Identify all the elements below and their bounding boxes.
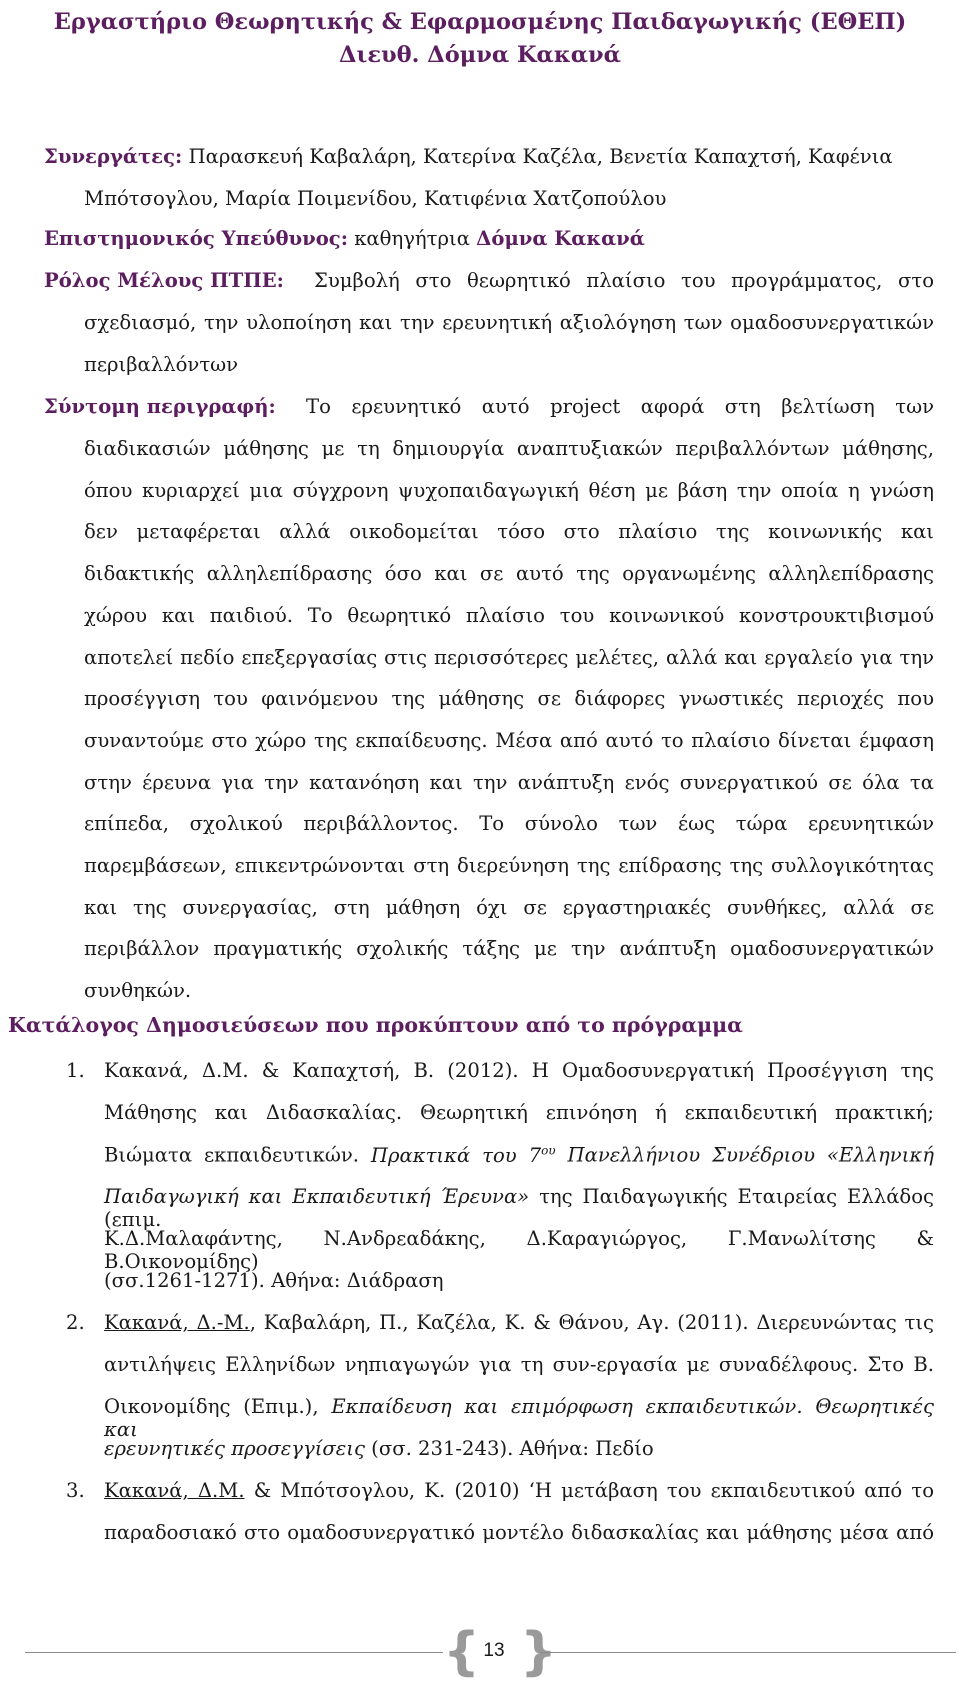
header-director: Διευθ. Δόμνα Κακανά	[339, 42, 621, 68]
pub-3-author: Κακανά, Δ.Μ.	[104, 1479, 245, 1502]
pub-1-number: 1.	[66, 1059, 85, 1082]
pub-2-line-3	[104, 1395, 934, 1441]
page-header	[0, 6, 960, 72]
collaborators-label: Συνεργάτες:	[44, 145, 183, 168]
pub-2-line-3b: Εκπαίδευση και επιμόρφωση εκπαιδευτικών. Θεωρητικές και	[104, 1395, 935, 1441]
pub-1-line-3	[104, 1143, 934, 1167]
pub-1-line-3b	[371, 1144, 556, 1167]
pub-2-line-4b: (σσ. 231-243). Αθήνα: Πεδίο	[371, 1437, 654, 1460]
pub-2-number: 2.	[66, 1311, 85, 1334]
pub-1-ordinal: ου	[541, 1143, 556, 1157]
description-line: όπου κυριαρχεί μια σύγχρονη ψυχοπαιδαγωγική θέση με βάση την οποία η γνώση	[84, 479, 934, 502]
description-line: στην έρευνα για την κατανόηση και την ανάπτυξη ενός συνεργατικού σε όλα τα	[84, 771, 934, 794]
collaborators-line-2: Μπότσογλου, Μαρία Ποιμενίδου, Κατιφένια Χατζοπούλου	[84, 187, 667, 210]
collaborators-text-1: Παρασκευή Καβαλάρη, Κατερίνα Καζέλα, Βενετία Καπαχτσή, Καφένια	[188, 145, 893, 168]
collaborators-line-1	[44, 145, 934, 168]
pub-1-line-1: Κακανά, Δ.Μ. & Καπαχτσή, Β. (2012). Η Ομαδοσυνεργατική Προσέγγιση της	[104, 1059, 934, 1082]
pub-1-line-3c: Πανελλήνιου Συνέδριου «Ελληνική	[567, 1143, 934, 1167]
pub-1-line-5: Κ.Δ.Μαλαφάντης, Ν.Ανδρεαδάκης, Δ.Καραγιώργος, Γ.Μανωλίτσης & Β.Οικονομίδης)	[104, 1227, 934, 1273]
pub-3-number: 3.	[66, 1479, 85, 1502]
pub-2-author: Κακανά, Δ.-Μ.	[104, 1311, 250, 1334]
pub-1-line-6: (σσ.1261-1271). Αθήνα: Διάδραση	[104, 1269, 444, 1292]
description-line: προσέγγιση του φαινόμενου της μάθησης σε διάφορες γνωστικές περιοχές που	[84, 687, 934, 710]
pub-1-proceedings: Πρακτικά του 7	[370, 1143, 542, 1167]
supervisor-label: Επιστημονικός Υπεύθυνος:	[44, 227, 348, 250]
supervisor-name: Δόμνα Κακανά	[476, 227, 645, 250]
publications-heading: Κατάλογος Δημοσιεύσεων που προκύπτουν από το πρόγραμμα	[8, 1013, 743, 1037]
description-label-line	[44, 395, 276, 418]
role-text-2: σχεδιασμό, την υλοποίηση και την ερευνητική αξιολόγηση των ομαδοσυνεργατικών	[84, 311, 934, 334]
role-text-1: Συμβολή στο θεωρητικό πλαίσιο του προγράμματος, στο	[314, 269, 934, 292]
pub-1-line-4	[104, 1185, 934, 1231]
role-label-line	[44, 269, 284, 292]
description-line: επίπεδα, σχολικού περιβάλλοντος. Το σύνολο των έως τώρα ερευνητικών	[84, 812, 934, 835]
page-number: 13	[483, 1640, 505, 1661]
description-line: διαδικασιών μάθησης με τη δημιουργία αναπτυξιακών περιβαλλόντων μάθησης,	[84, 437, 934, 460]
pub-2-line-4a: ερευνητικές προσεγγίσεις	[104, 1437, 365, 1460]
right-brace-icon: }	[520, 1622, 558, 1682]
footer-rule-left	[25, 1652, 443, 1653]
pub-3-line-2: παραδοσιακό στο ομαδοσυνεργατικό μοντέλο διδασκαλίας και μάθησης μέσα από	[104, 1521, 934, 1544]
description-line: δεν μεταφέρεται αλλά οικοδομείται τόσο στο πλαίσιο της κοινωνικής και	[84, 520, 934, 543]
pub-2-line-1	[104, 1311, 934, 1334]
pub-1-line-3a: Βιώματα εκπαιδευτικών.	[104, 1143, 359, 1167]
role-label: Ρόλος Μέλους ΠΤΠΕ:	[44, 269, 284, 292]
pub-3-line-1-rest: & Μπότσογλου, Κ. (2010) ‘Η μετάβαση του εκπαιδευτικού από το	[253, 1479, 935, 1502]
description-line: διδακτικής αλληλεπίδρασης όσο και σε αυτό της οργανωμένης αλληλεπίδρασης	[84, 562, 934, 585]
description-label: Σύντομη περιγραφή:	[44, 395, 276, 418]
role-text-3: περιβαλλόντων	[84, 353, 239, 376]
pub-2-line-2: αντιλήψεις Ελληνίδων νηπιαγωγών για τη συν-εργασία με συναδέλφους. Στο Β.	[104, 1353, 934, 1376]
pub-3-line-1	[104, 1479, 934, 1502]
pub-2-line-4	[104, 1437, 654, 1460]
description-text-1: Το ερευνητικό αυτό project αφορά στη βελτίωση των	[306, 395, 934, 418]
description-line: συναντούμε στο χώρο της εκπαίδευσης. Μέσα από αυτό το πλαίσιο δίνεται έμφαση	[84, 729, 934, 752]
left-brace-icon: {	[443, 1622, 481, 1682]
pub-2-line-3a: Οικονομίδης (Επιμ.),	[104, 1395, 319, 1418]
pub-1-line-4a: Παιδαγωγική και Εκπαιδευτική Έρευνα»	[104, 1185, 530, 1208]
description-line: και της συνεργασίας, στη μάθηση όχι σε εργαστηριακές συνθήκες, αλλά σε	[84, 896, 934, 919]
footer-rule-right	[540, 1652, 956, 1653]
header-lab-title: Εργαστήριο Θεωρητικής & Εφαρμοσμένης Παιδαγωγικής (ΕΘΕΠ)	[53, 9, 907, 35]
description-line: αποτελεί πεδίο επεξεργασίας στις περισσότερες μελέτες, αλλά και εργαλείο για την	[84, 646, 934, 669]
supervisor-title: καθηγήτρια	[354, 227, 470, 250]
description-line: χώρου και παιδιού. Το θεωρητικό πλαίσιο του κοινωνικού κονστρουκτιβισμού	[84, 604, 934, 627]
pub-1-line-2: Μάθησης και Διδασκαλίας. Θεωρητική επινόηση ή εκπαιδευτική πρακτική;	[104, 1101, 934, 1124]
description-line: παρεμβάσεων, επικεντρώνονται στη διερεύνηση της επίδρασης της συλλογικότητας	[84, 854, 934, 877]
description-line: περιβάλλον πραγματικής σχολικής τάξης με την ανάπτυξη ομαδοσυνεργατικών	[84, 937, 934, 960]
pub-2-line-1-rest: , Καβαλάρη, Π., Καζέλα, Κ. & Θάνου, Αγ. (2011). Διερευνώντας τις	[249, 1311, 934, 1334]
pub-1-line-4b: της Παιδαγωγικής Εταιρείας Ελλάδος (επιμ.	[104, 1185, 934, 1231]
supervisor-line	[44, 227, 645, 250]
description-last-line: συνθηκών.	[84, 979, 192, 1002]
